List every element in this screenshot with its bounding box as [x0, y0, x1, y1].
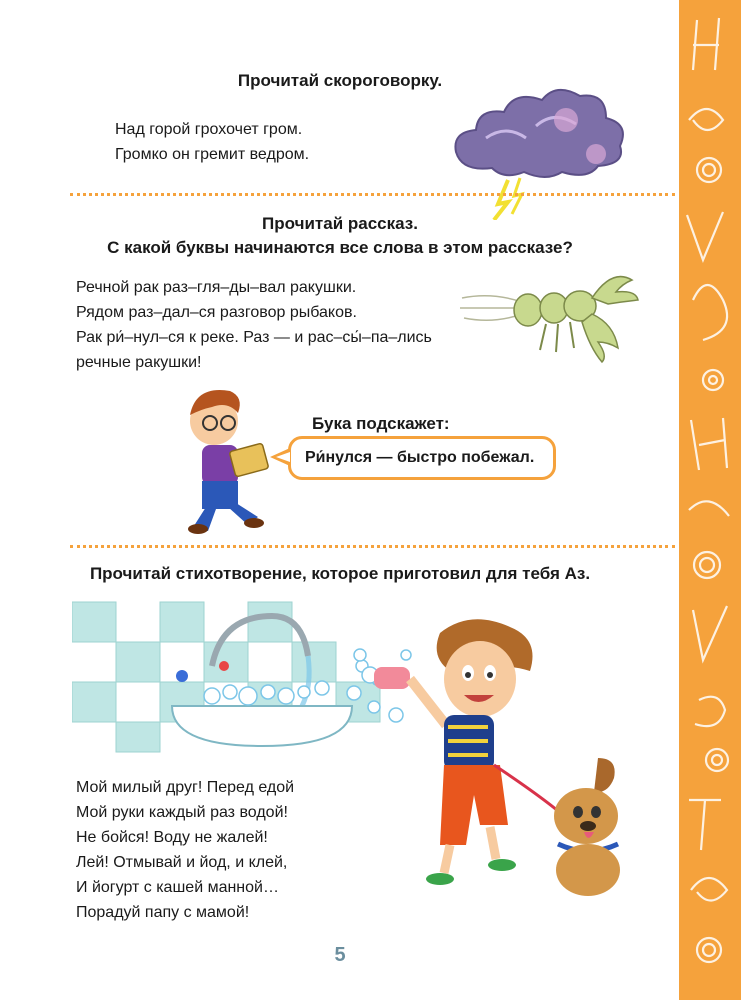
hint-text: Ри́нулся — быстро побежал. [305, 449, 535, 466]
text-line: Рак ри́–нул–ся к реке. Раз — и рас–сы́–па–лись [76, 329, 432, 346]
text-line: Порадуй папу с мамой! [76, 904, 250, 921]
text-line: Мой руки каждый раз водой! [76, 804, 288, 821]
text-line: Мой милый друг! Перед едой [76, 779, 295, 796]
story-text [76, 275, 432, 375]
text-line: И йогурт с кашей манной… [76, 879, 279, 896]
story-heading: Прочитай рассказ. [262, 214, 418, 233]
text-line: речные ракушки! [76, 354, 202, 371]
tongue-twister-text [115, 117, 309, 167]
thundercloud-icon [446, 80, 642, 220]
poem-text [76, 775, 294, 925]
text-line: Не бойся! Воду не жалей! [76, 829, 268, 846]
decorative-side-strip [679, 0, 741, 1000]
section-divider [70, 545, 675, 548]
speech-bubble-tail-inner [276, 452, 290, 462]
crayfish-icon [458, 268, 640, 364]
text-line: Речной рак раз–гля–ды–вал ракушки. [76, 279, 357, 296]
text-line: Лей! Отмывай и йод, и клей, [76, 854, 288, 871]
tongue-twister-heading: Прочитай скороговорку. [237, 71, 443, 90]
text-line: Над горой грохочет гром. [115, 121, 303, 138]
story-subheading: С какой буквы начинаются все слова в этом рассказе? [107, 238, 573, 257]
poem-heading: Прочитай стихотворение, которое приготовил для тебя Аз. [89, 564, 591, 583]
hint-title: Бука подскажет: [312, 414, 450, 433]
text-line: Рядом раз–дал–ся разговор рыбаков. [76, 304, 357, 321]
dog-icon [538, 752, 638, 902]
hint-bubble [288, 436, 556, 480]
page-number: 5 [334, 944, 346, 966]
section-divider [70, 193, 675, 196]
text-line: Громко он гремит ведром. [115, 146, 310, 163]
